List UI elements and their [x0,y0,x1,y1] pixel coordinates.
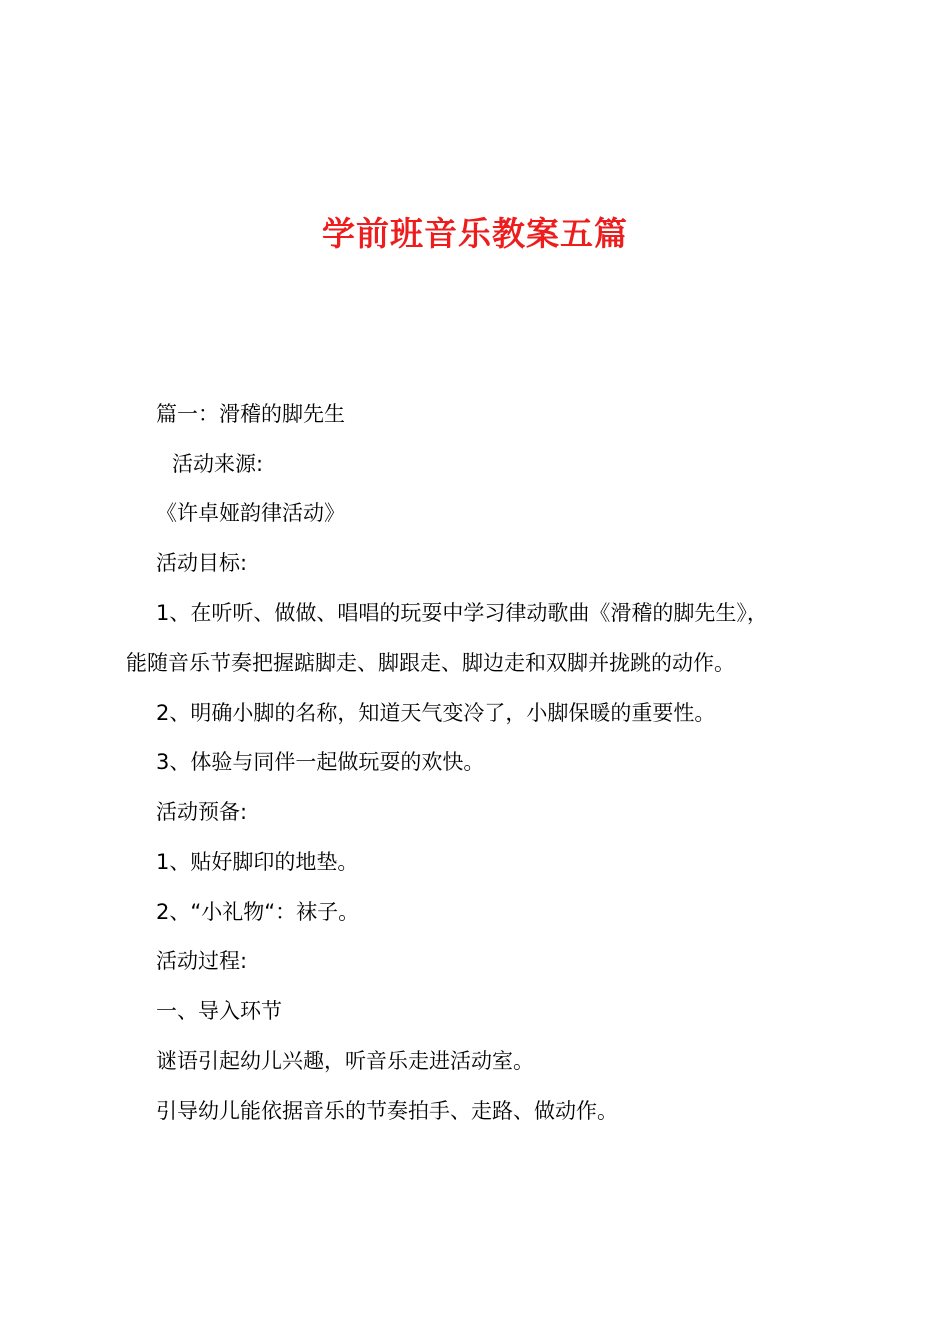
paragraph-line: 一、导入环节 [156,999,282,1023]
paragraph-line: 2、明确小脚的名称，知道天气变冷了，小脚保暖的重要性。 [156,701,716,725]
paragraph-line: 《许卓娅韵律活动》 [156,501,345,525]
paragraph-line: 活动来源: [172,452,264,476]
paragraph-line: 谜语引起幼儿兴趣，听音乐走进活动室。 [156,1049,534,1073]
paragraph-line: 活动预备: [156,800,248,824]
paragraph-line: 活动过程: [156,949,248,973]
page-title: 学前班音乐教案五篇 [322,214,628,253]
paragraph-line: 1、在听听、做做、唱唱的玩耍中学习律动歌曲《滑稽的脚先生》， [156,601,768,625]
paragraph-line: 能随音乐节奏把握踮脚走、脚跟走、脚边走和双脚并拢跳的动作。 [126,651,735,675]
paragraph-line: 1、贴好脚印的地垫。 [156,850,359,874]
section-heading: 篇一：滑稽的脚先生 [156,402,345,426]
paragraph-line: 活动目标: [156,551,248,575]
paragraph-line: 2、“小礼物“：袜子。 [156,900,360,924]
paragraph-line: 引导幼儿能依据音乐的节奏拍手、走路、做动作。 [156,1099,618,1123]
paragraph-line: 3、体验与同伴一起做玩耍的欢快。 [156,750,485,774]
